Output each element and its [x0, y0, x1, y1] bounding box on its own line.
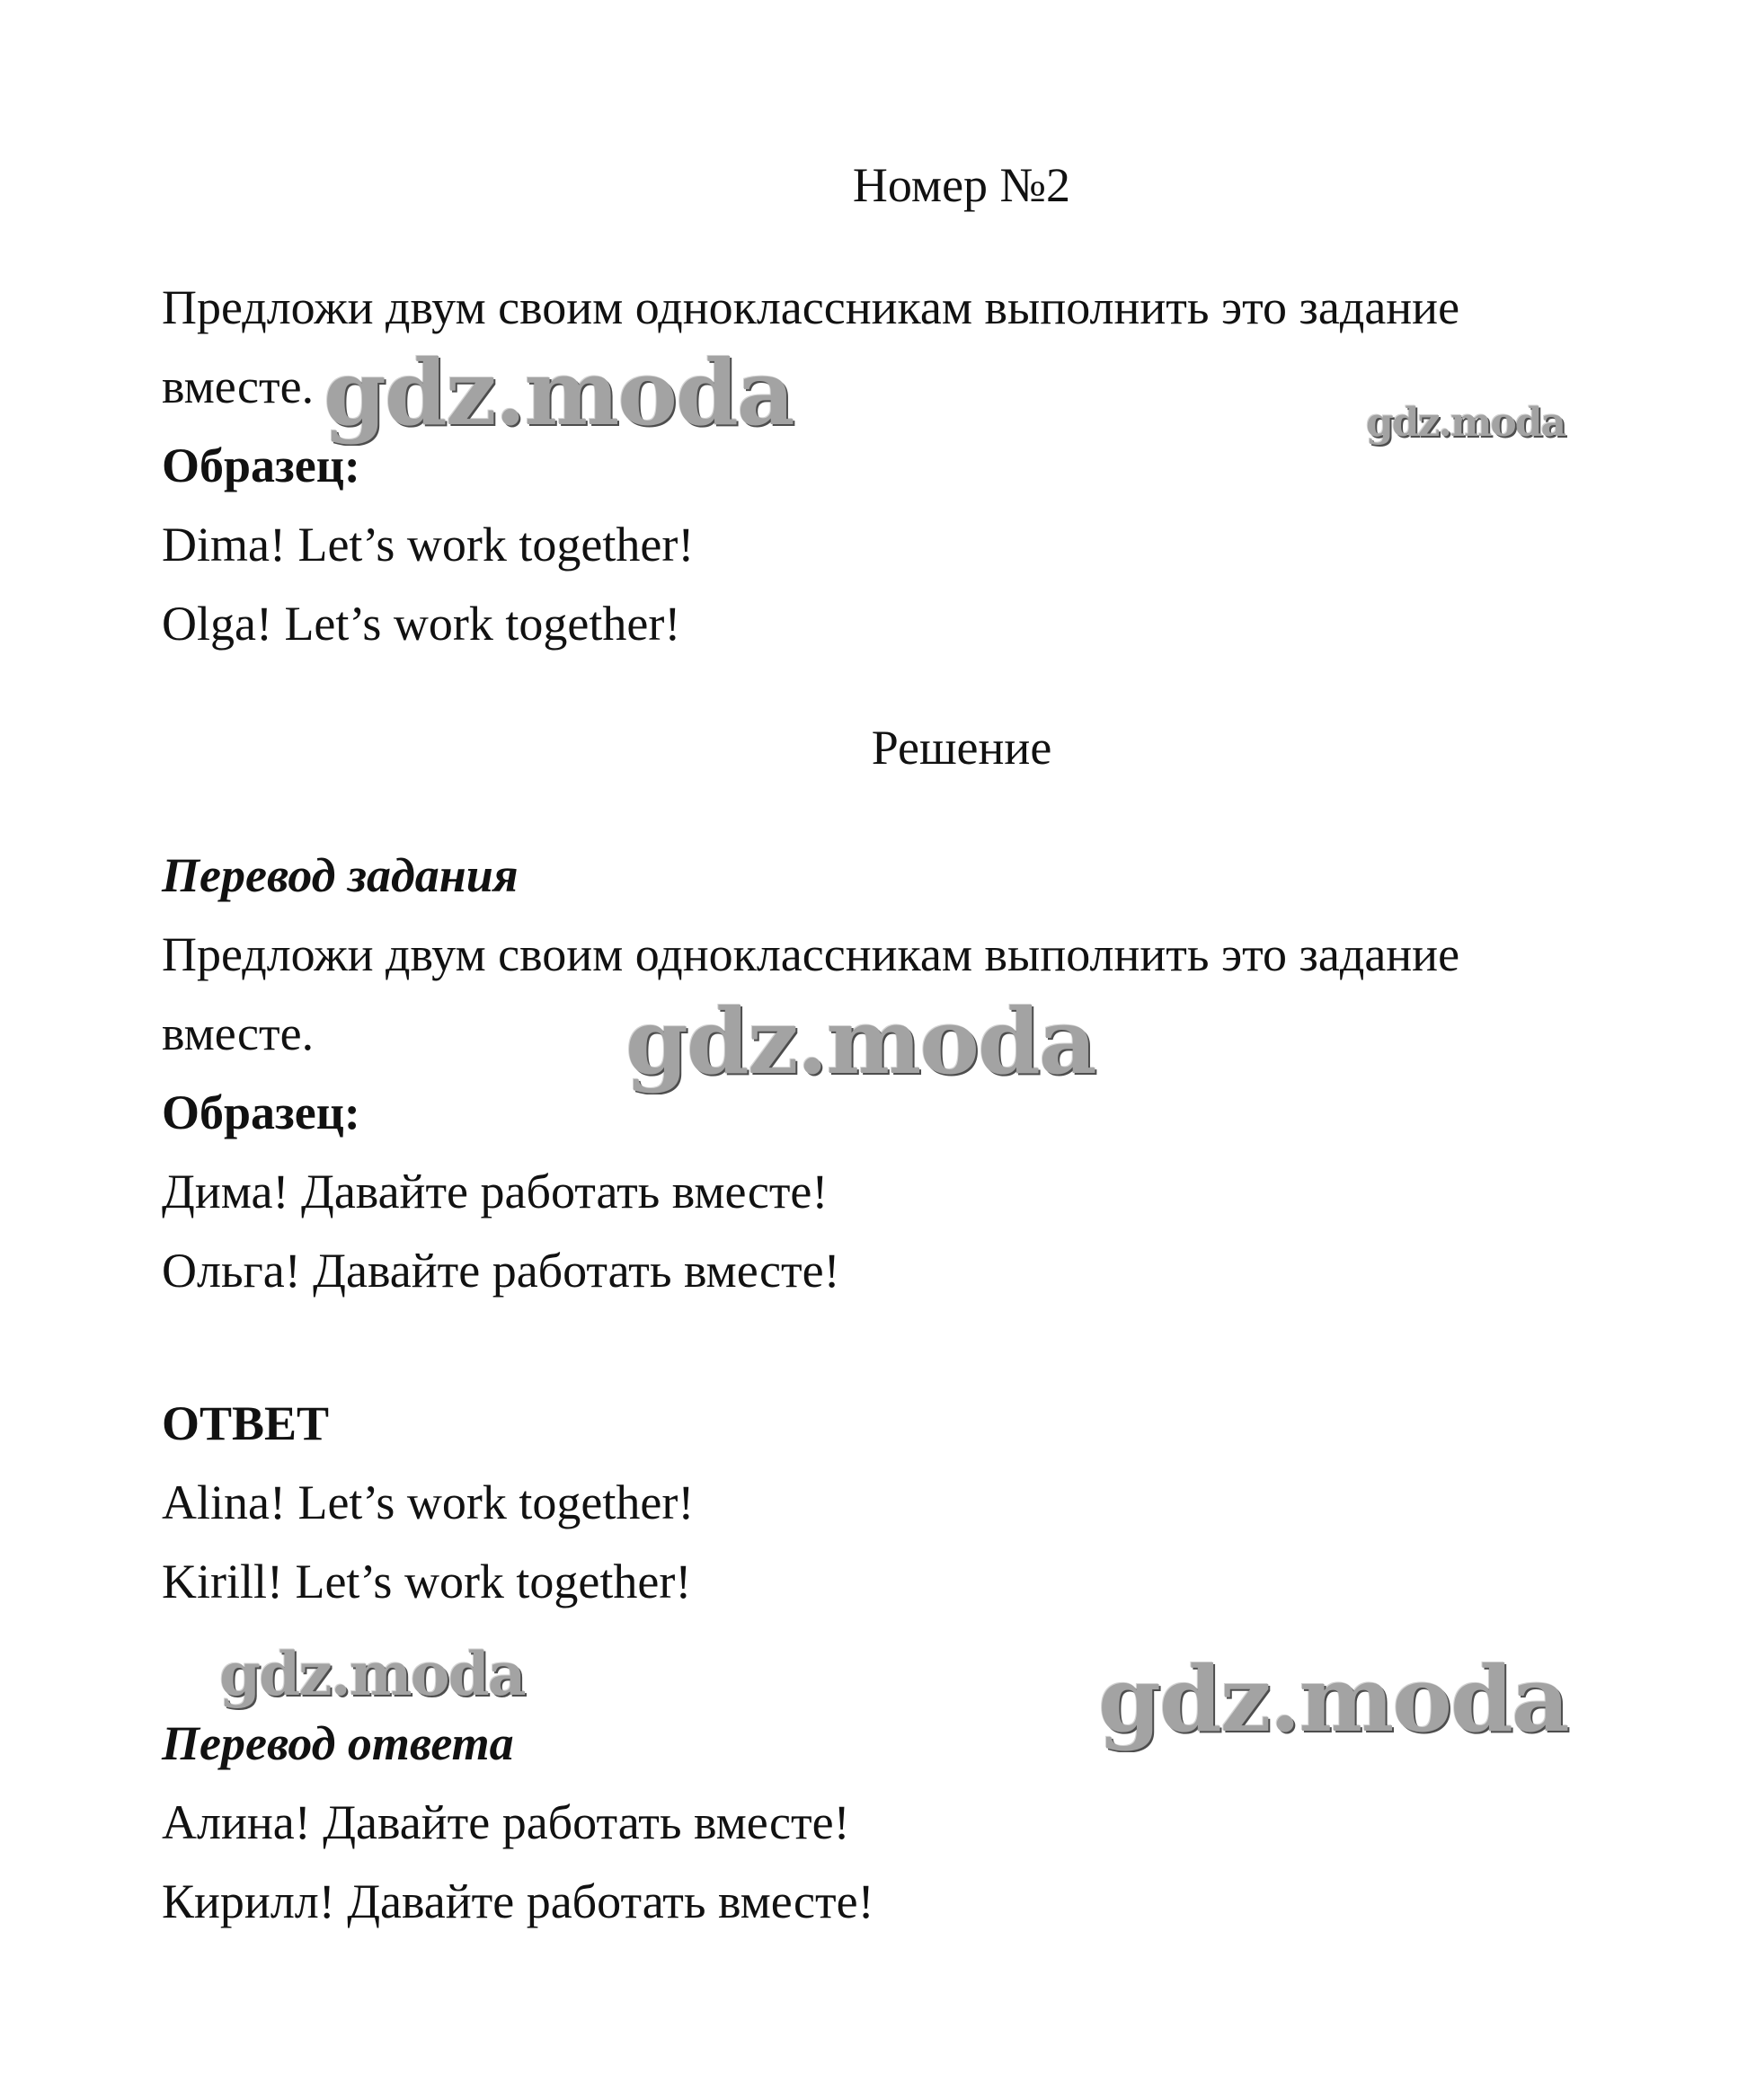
- watermark: gdz.moda: [1098, 1646, 1568, 1752]
- translation-sample-line-1: Дима! Давайте работать вместе!: [162, 1165, 829, 1218]
- watermark: gdz.moda: [219, 1639, 525, 1709]
- translation-sample-line-2: Ольга! Давайте работать вместе!: [162, 1244, 840, 1298]
- translation-sample-label: Образец:: [162, 1085, 360, 1139]
- sample-line-1: Dima! Let’s work together!: [162, 518, 695, 572]
- answer-translation-line-1: Алина! Давайте работать вместе!: [162, 1795, 850, 1849]
- answer-translation-line-2: Кирилл! Давайте работать вместе!: [162, 1874, 874, 1928]
- watermark: gdz.moda: [324, 340, 794, 446]
- translation-heading: Перевод задания: [162, 848, 519, 902]
- watermark: gdz.moda: [1366, 400, 1565, 446]
- sample-label: Образец:: [162, 439, 360, 492]
- task-line-1: Предложи двум своим одноклассникам выполнить это задание: [162, 280, 1460, 334]
- solution-heading: Решение: [871, 721, 1052, 775]
- answer-line-2: Kirill! Let’s work together!: [162, 1555, 692, 1608]
- answer-translation-heading: Перевод ответа: [162, 1716, 514, 1770]
- page-title: Номер №2: [852, 158, 1071, 212]
- answer-heading: ОТВЕТ: [162, 1396, 330, 1450]
- translation-line-1: Предложи двум своим одноклассникам выполнить это задание: [162, 927, 1460, 981]
- watermark: gdz.moda: [625, 988, 1095, 1094]
- answer-line-1: Alina! Let’s work together!: [162, 1475, 695, 1529]
- task-line-2: вместе.: [162, 359, 315, 413]
- translation-line-2: вместе.: [162, 1006, 315, 1060]
- sample-line-2: Olga! Let’s work together!: [162, 597, 681, 651]
